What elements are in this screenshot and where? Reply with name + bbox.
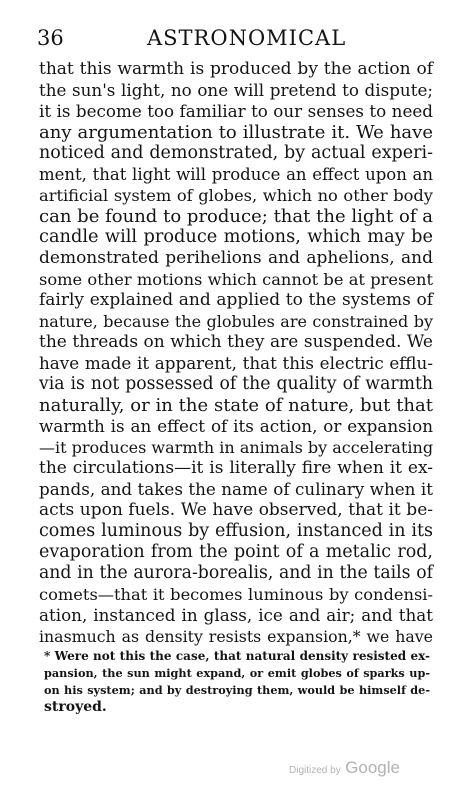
text-line: the threads on which they are suspended. We <box>39 332 433 352</box>
text-line: candle will produce motions, which may be <box>39 227 433 247</box>
google-logo: Google <box>345 758 400 777</box>
footnote-line: pansion, the sun might expand, or emit globes of sparks up- <box>44 666 430 680</box>
text-line: the sun's light, no one will pretend to dispute; <box>39 80 433 100</box>
text-line: evaporation from the point of a metalic rod, <box>39 542 433 562</box>
running-head: ASTRONOMICAL <box>147 26 347 50</box>
text-line: —it produces warmth in animals by accelerating <box>39 438 434 457</box>
text-line: the circulations—it is literally fire when it ex- <box>39 458 433 478</box>
footnote-line: stroyed. <box>44 699 107 715</box>
footnote-line: * Were not this the case, that natural density resisted ex- <box>44 649 430 663</box>
text-line: nature, because the globules are constrained by <box>39 312 433 331</box>
watermark-prefix: Digitized by <box>289 765 341 776</box>
text-line: noticed and demonstrated, by actual experi- <box>39 143 433 163</box>
text-line: warmth is an effect of its action, or expansion <box>39 416 433 436</box>
text-line: pands, and takes the name of culinary when it <box>39 479 433 499</box>
text-line: comes luminous by effusion, instanced in its <box>39 521 433 541</box>
text-line: demonstrated perihelions and aphelions, and <box>39 248 433 268</box>
text-line: it is become too familiar to our senses to need <box>39 101 433 121</box>
page-header <box>37 26 432 50</box>
text-line: have made it apparent, that this electric efflu- <box>39 353 433 373</box>
page-number: 36 <box>37 26 64 50</box>
text-line: and in the aurora-borealis, and in the tails of <box>39 563 433 583</box>
text-line: via is not possessed of the quality of warmth <box>39 374 433 394</box>
text-line: that this warmth is produced by the action of <box>39 59 433 79</box>
footnote-line: on his system; and by destroying them, would be himself de- <box>44 683 430 697</box>
text-line: inasmuch as density resists expansion,* we have <box>39 627 433 646</box>
text-line: can be found to produce; that the light of a <box>39 206 433 227</box>
text-line: fairly explained and applied to the systems of <box>39 290 433 310</box>
text-line: acts upon fuels. We have observed, that it be- <box>39 500 433 520</box>
text-line: any argumentation to illustrate it. We have <box>39 122 433 143</box>
text-line: ment, that light will produce an effect upon an <box>39 165 433 184</box>
footnote <box>44 648 430 716</box>
text-line: naturally, or in the state of nature, but that <box>39 395 433 416</box>
digitized-by-watermark <box>289 758 400 778</box>
text-line: ation, instanced in glass, ice and air; and that <box>39 605 433 625</box>
text-line: some other motions which cannot be at present <box>39 270 433 289</box>
body-text <box>39 59 433 647</box>
text-line: artificial system of globes, which no other body <box>39 186 433 205</box>
text-line: comets—that it becomes luminous by condensi- <box>39 585 433 604</box>
